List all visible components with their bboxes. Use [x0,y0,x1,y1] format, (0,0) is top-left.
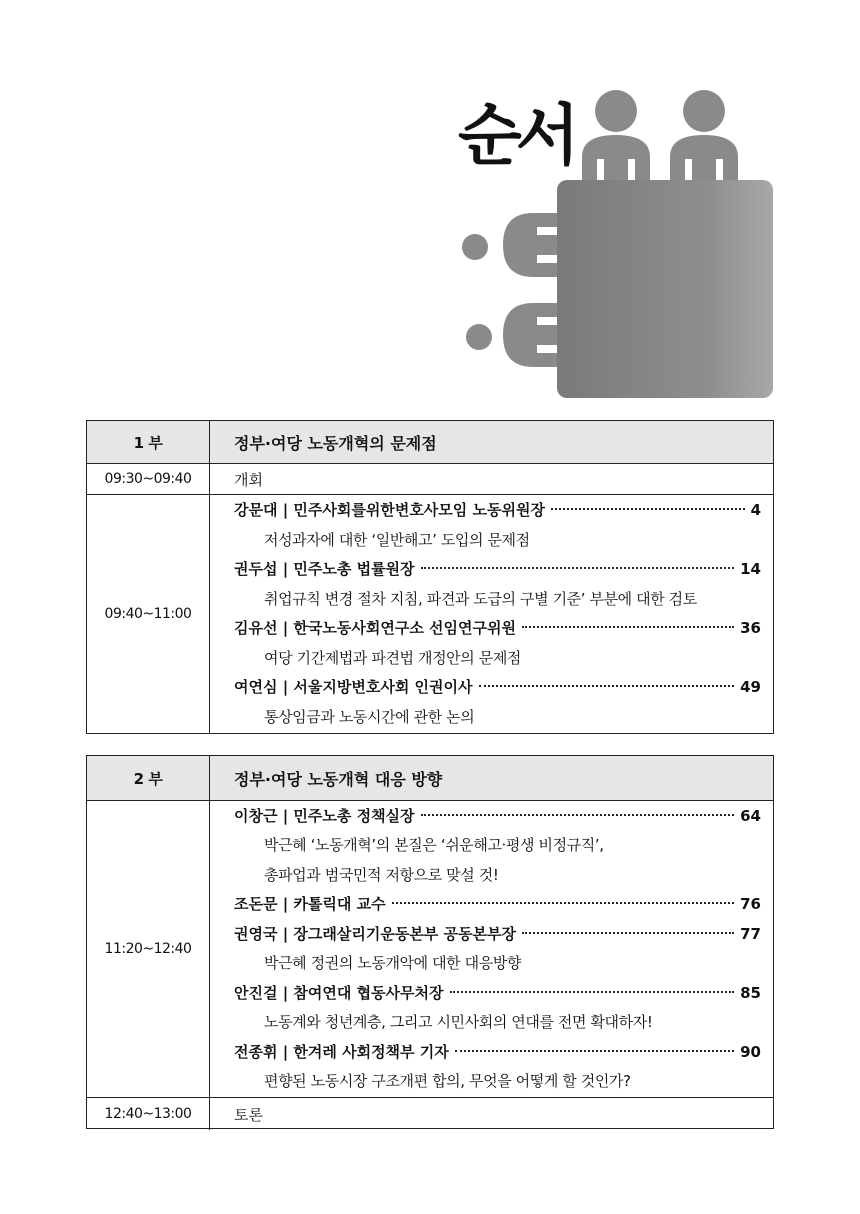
speaker-entry[interactable] [234,979,761,1009]
talk-subtitle: 총파업과 범국민적 저항으로 맞설 것! [264,865,499,884]
part-label: 1 부 [87,421,210,463]
dot-leader [479,685,735,687]
page-number: 76 [740,895,761,913]
time-slot: 09:40~11:00 [87,495,210,733]
speaker-name: 안진걸 | 참여연대 협동사무처장 [234,983,444,1002]
talk-subtitle: 박근혜 정권의 노동개악에 대한 대응방향 [264,954,522,972]
schedule-row [87,495,773,733]
speaker-name: 권두섭 | 민주노총 법률원장 [234,560,415,578]
session-text: 토론 [234,1105,263,1124]
speaker-entry[interactable] [234,614,761,644]
talk-subtitle: 박근혜 ‘노동개혁’의 본질은 ‘쉬운해고·평생 비정규직’, [264,836,604,854]
section-header [87,756,773,801]
speaker-entry[interactable] [234,673,761,703]
page-title: 순서 [458,97,574,174]
speaker-entry[interactable] [234,802,761,832]
page-number: 49 [740,678,761,696]
schedule-row [87,464,773,495]
page-number: 64 [740,806,761,825]
speaker-name: 권영국 | 장그래살리기운동본부 공동본부장 [234,924,516,943]
dot-leader [522,626,734,628]
section-header [87,421,773,464]
time-slot: 11:20~12:40 [87,801,210,1097]
talk-subtitle: 편향된 노동시장 구조개편 합의, 무엇을 어떻게 할 것인가? [264,1072,631,1090]
dot-leader [551,508,745,510]
schedule-row [87,801,773,1098]
section-title: 정부·여당 노동개혁의 문제점 [234,433,437,453]
dot-leader [392,902,735,904]
section-part-2 [86,755,774,1129]
speaker-entry[interactable] [234,1038,761,1068]
session-text: 개회 [234,470,263,489]
section-part-1 [86,420,774,734]
dot-leader [421,814,735,816]
page-number: 90 [740,1042,761,1061]
page-number: 77 [740,924,761,943]
dot-leader [421,567,735,569]
talk-subtitle: 취업규칙 변경 절차 지침, 파견과 도급의 구별 기준’ 부분에 대한 검토 [264,589,697,608]
dot-leader [450,991,735,993]
speaker-name: 전종휘 | 한겨레 사회정책부 기자 [234,1042,449,1061]
schedule-row [87,1098,773,1130]
part-label: 2 부 [87,756,210,800]
speaker-name: 조돈문 | 카톨릭대 교수 [234,895,386,913]
speaker-entry[interactable] [234,920,761,950]
speaker-name: 김유선 | 한국노동사회연구소 선임연구위원 [234,619,516,637]
dot-leader [522,932,734,934]
time-slot: 09:30~09:40 [87,464,210,494]
page-number: 36 [740,619,761,637]
speaker-name: 여연심 | 서울지방변호사회 인권이사 [234,678,473,696]
speaker-name: 이창근 | 민주노총 정책실장 [234,806,415,825]
dot-leader [455,1050,734,1052]
time-slot: 12:40~13:00 [87,1098,210,1130]
talk-subtitle: 통상임금과 노동시간에 관한 논의 [264,707,475,726]
page-number: 85 [740,983,761,1002]
talk-subtitle: 저성과자에 대한 ‘일반해고’ 도입의 문제점 [264,530,530,549]
page-number: 4 [750,501,761,519]
page-number: 14 [740,560,761,578]
talk-subtitle: 노동계와 청년계층, 그리고 시민사회의 연대를 전면 확대하자! [264,1013,653,1031]
section-title: 정부·여당 노동개혁 대응 방향 [234,769,443,789]
speaker-entry[interactable] [234,890,761,920]
talk-subtitle: 여당 기간제법과 파견법 개정안의 문제점 [264,648,522,667]
speaker-entry[interactable] [234,555,761,585]
speaker-entry[interactable] [234,496,761,526]
speaker-name: 강문대 | 민주사회를위한변호사모임 노동위원장 [234,501,545,519]
